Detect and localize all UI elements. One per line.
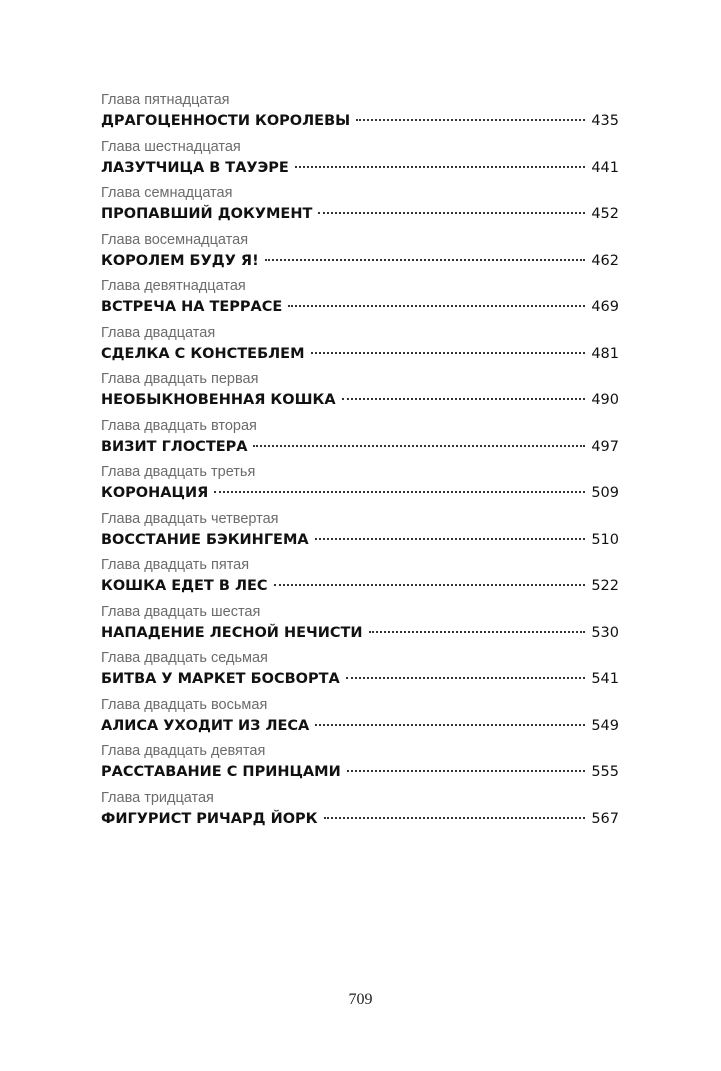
chapter-label: Глава двадцать шестая bbox=[101, 603, 261, 620]
chapter-page-number: 549 bbox=[591, 717, 619, 734]
chapter-page-number: 435 bbox=[591, 113, 619, 129]
chapter-title: КОРОНАЦИЯ bbox=[101, 485, 209, 501]
toc-title-line bbox=[101, 761, 619, 783]
toc-title-line bbox=[101, 157, 619, 179]
toc-entry bbox=[101, 464, 619, 511]
chapter-label: Глава шестнадцатая bbox=[101, 138, 241, 155]
chapter-title: АЛИСА УХОДИТ ИЗ ЛЕСА bbox=[101, 717, 310, 734]
chapter-title: ВОССТАНИЕ БЭКИНГЕМА bbox=[101, 531, 309, 548]
chapter-title: РАССТАВАНИЕ С ПРИНЦАМИ bbox=[101, 764, 341, 780]
toc-title-line bbox=[101, 808, 619, 830]
toc-title-line bbox=[101, 436, 619, 458]
toc-entry bbox=[101, 418, 619, 465]
toc-entry bbox=[101, 604, 619, 651]
chapter-label: Глава девятнадцатая bbox=[101, 278, 246, 294]
chapter-title: БИТВА У МАРКЕТ БОСВОРТА bbox=[101, 671, 340, 687]
chapter-page-number: 441 bbox=[591, 159, 619, 176]
chapter-label: Глава двадцать пятая bbox=[101, 557, 250, 573]
chapter-page-number: 567 bbox=[591, 810, 619, 827]
chapter-title: НЕОБЫКНОВЕННАЯ КОШКА bbox=[101, 392, 336, 408]
dot-leader bbox=[315, 538, 586, 540]
dot-leader bbox=[253, 445, 585, 447]
toc-title-line bbox=[101, 296, 619, 318]
chapter-label: Глава двадцать седьмая bbox=[101, 650, 268, 666]
dot-leader bbox=[311, 352, 586, 354]
dot-leader bbox=[347, 770, 586, 772]
toc-title-line bbox=[101, 389, 619, 411]
chapter-label: Глава двадцать первая bbox=[101, 371, 259, 387]
chapter-label: Глава двадцать четвертая bbox=[101, 510, 279, 527]
toc-entry bbox=[101, 557, 619, 604]
toc-entry bbox=[101, 650, 619, 697]
toc-entry bbox=[101, 697, 619, 744]
toc-title-line bbox=[101, 203, 619, 225]
dot-leader bbox=[356, 119, 585, 121]
chapter-label: Глава двадцать восьмая bbox=[101, 696, 268, 713]
chapter-title: КОШКА ЕДЕТ В ЛЕС bbox=[101, 578, 268, 594]
chapter-label: Глава пятнадцатая bbox=[101, 92, 230, 108]
chapter-page-number: 541 bbox=[591, 671, 619, 687]
chapter-label: Глава двадцать девятая bbox=[101, 743, 266, 759]
chapter-title: ВСТРЕЧА НА ТЕРРАСЕ bbox=[101, 299, 283, 315]
chapter-page-number: 555 bbox=[591, 764, 619, 780]
dot-leader bbox=[274, 584, 586, 586]
toc-entry bbox=[101, 325, 619, 372]
toc-entry bbox=[101, 278, 619, 325]
dot-leader bbox=[369, 631, 586, 633]
dot-leader bbox=[288, 305, 585, 307]
toc-title-line bbox=[101, 250, 619, 272]
toc-title-line bbox=[101, 715, 619, 737]
chapter-label: Глава тридцатая bbox=[101, 789, 214, 806]
toc-title-line bbox=[101, 575, 619, 597]
toc-entry bbox=[101, 185, 619, 232]
toc-entry bbox=[101, 139, 619, 186]
dot-leader bbox=[342, 398, 586, 400]
toc-title-line bbox=[101, 622, 619, 644]
chapter-page-number: 497 bbox=[591, 438, 619, 455]
toc-title-line bbox=[101, 668, 619, 690]
chapter-page-number: 462 bbox=[591, 252, 619, 269]
chapter-title: ВИЗИТ ГЛОСТЕРА bbox=[101, 438, 248, 455]
chapter-label: Глава восемнадцатая bbox=[101, 231, 249, 248]
chapter-title: ФИГУРИСТ РИЧАРД ЙОРК bbox=[101, 810, 318, 827]
chapter-page-number: 481 bbox=[591, 345, 619, 362]
dot-leader bbox=[346, 677, 586, 679]
dot-leader bbox=[214, 491, 585, 493]
dot-leader bbox=[315, 724, 585, 726]
table-of-contents bbox=[101, 92, 619, 836]
chapter-page-number: 530 bbox=[591, 624, 619, 641]
toc-entry bbox=[101, 92, 619, 139]
page-number: 709 bbox=[348, 991, 373, 1008]
chapter-label: Глава двадцать третья bbox=[101, 464, 256, 480]
chapter-title: КОРОЛЕМ БУДУ Я! bbox=[101, 252, 259, 269]
toc-title-line bbox=[101, 529, 619, 551]
chapter-page-number: 509 bbox=[591, 485, 619, 501]
chapter-label: Глава двадцать вторая bbox=[101, 417, 257, 434]
chapter-title: НАПАДЕНИЕ ЛЕСНОЙ НЕЧИСТИ bbox=[101, 624, 363, 641]
chapter-title: ПРОПАВШИЙ ДОКУМЕНТ bbox=[101, 206, 313, 222]
dot-leader bbox=[295, 166, 586, 168]
chapter-page-number: 510 bbox=[591, 531, 619, 548]
chapter-page-number: 522 bbox=[591, 578, 619, 594]
chapter-title: ДРАГОЦЕННОСТИ КОРОЛЕВЫ bbox=[101, 113, 351, 129]
chapter-label: Глава семнадцатая bbox=[101, 185, 233, 201]
dot-leader bbox=[265, 259, 586, 261]
toc-title-line bbox=[101, 343, 619, 365]
chapter-title: СДЕЛКА С КОНСТЕБЛЕМ bbox=[101, 345, 305, 362]
chapter-page-number: 452 bbox=[591, 206, 619, 222]
dot-leader bbox=[318, 212, 585, 214]
dot-leader bbox=[324, 817, 586, 819]
toc-entry bbox=[101, 232, 619, 279]
chapter-label: Глава двадцатая bbox=[101, 324, 216, 341]
toc-entry bbox=[101, 371, 619, 418]
toc-title-line bbox=[101, 482, 619, 504]
toc-entry bbox=[101, 743, 619, 790]
toc-title-line bbox=[101, 110, 619, 132]
toc-entry bbox=[101, 511, 619, 558]
chapter-title: ЛАЗУТЧИЦА В ТАУЭРЕ bbox=[101, 159, 289, 176]
chapter-page-number: 490 bbox=[591, 392, 619, 408]
chapter-page-number: 469 bbox=[591, 299, 619, 315]
toc-entry bbox=[101, 790, 619, 837]
